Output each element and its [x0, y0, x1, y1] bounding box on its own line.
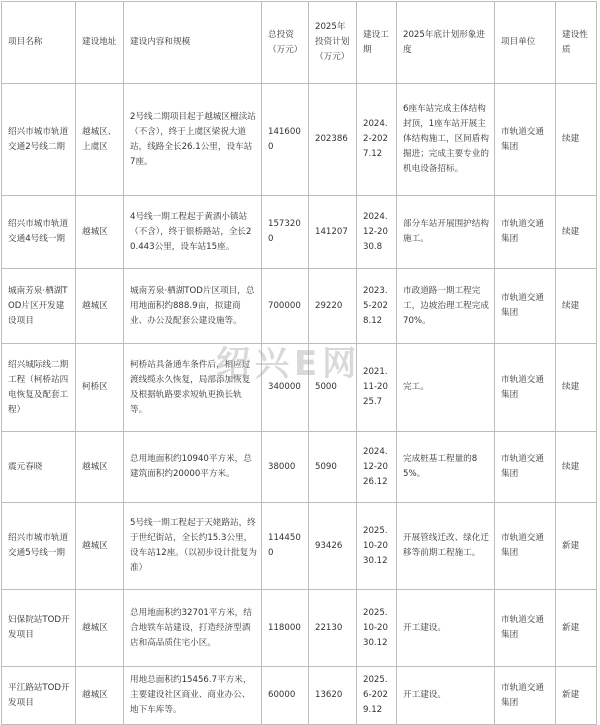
- cell-location: 越城区: [76, 503, 124, 590]
- cell-location: 柯桥区: [76, 344, 124, 432]
- cell-nature: 新建: [556, 590, 597, 667]
- header-nature: 建设性质: [556, 2, 597, 84]
- cell-content-scale: 总用地面积约32701平方米，结合地铁车站建设，打造经济型酒店和高品质住宅小区。: [124, 590, 262, 667]
- cell-total-investment: 1573200: [262, 196, 309, 269]
- cell-location: 越城区: [76, 196, 124, 269]
- cell-location: 越城区、上虞区: [76, 84, 124, 196]
- cell-period: 2025.6-2029.12: [357, 667, 397, 725]
- header-project-name: 项目名称: [2, 2, 76, 84]
- cell-period: 2024.2-2027.12: [357, 84, 397, 196]
- cell-progress: 市政道路一期工程完工，边坡治理工程完成70%。: [397, 269, 495, 344]
- cell-total-investment: 1416000: [262, 84, 309, 196]
- cell-content-scale: 4号线一期工程起于黄酒小镇站（不含），终于银桥路站，全长20.443公里，设车站15座。: [124, 196, 262, 269]
- cell-content-scale: 总用地面积约10940平方米，总建筑面积约20000平方米。: [124, 432, 262, 503]
- cell-unit: 市轨道交通集团: [495, 344, 556, 432]
- header-period: 建设工期: [357, 2, 397, 84]
- table-row: [2, 269, 597, 344]
- cell-unit: 市轨道交通集团: [495, 84, 556, 196]
- header-content-scale: 建设内容和规模: [124, 2, 262, 84]
- cell-2025-plan: 5000: [309, 344, 357, 432]
- cell-unit: 市轨道交通集团: [495, 432, 556, 503]
- cell-progress: 开工建设。: [397, 667, 495, 725]
- header-2025-plan: 2025年投资计划（万元）: [309, 2, 357, 84]
- cell-period: 2024.12-2026.12: [357, 432, 397, 503]
- cell-nature: 续建: [556, 269, 597, 344]
- cell-2025-plan: 93426: [309, 503, 357, 590]
- header-location: 建设地址: [76, 2, 124, 84]
- cell-2025-plan: 202386: [309, 84, 357, 196]
- cell-project-name: 绍兴市城市轨道交通4号线一期: [2, 196, 76, 269]
- cell-2025-plan: 29220: [309, 269, 357, 344]
- cell-progress: 开工建设。: [397, 590, 495, 667]
- cell-unit: 市轨道交通集团: [495, 667, 556, 725]
- cell-content-scale: 5号线一期工程起于天姥路站，终于世纪街站，全长约15.3公里，设车站12座。（以初步设计批复为准）: [124, 503, 262, 590]
- cell-project-name: 妇保院站TOD开发项目: [2, 590, 76, 667]
- cell-progress: 6座车站完成主体结构封顶，1座车站开展主体结构施工，区间盾构掘进；完成主要专业的机电设备招标。: [397, 84, 495, 196]
- cell-location: 越城区: [76, 269, 124, 344]
- cell-content-scale: 柯桥站具备通车条件后，相应过渡线缆永久恢复，局部添加恢复及根据轨路要求短轨更换长轨等。: [124, 344, 262, 432]
- header-unit: 项目单位: [495, 2, 556, 84]
- cell-progress: 开展管线迁改、绿化迁移等前期工程施工。: [397, 503, 495, 590]
- cell-content-scale: 2号线二期项目起于越城区檀渎站（不含），终于上虞区梁祝大道站，线路全长26.1公里，设车站7座。: [124, 84, 262, 196]
- table-row: [2, 590, 597, 667]
- cell-location: 越城区: [76, 590, 124, 667]
- cell-progress: 完成桩基工程量的85%。: [397, 432, 495, 503]
- cell-nature: 续建: [556, 432, 597, 503]
- cell-period: 2025.10-2030.12: [357, 590, 397, 667]
- cell-total-investment: 60000: [262, 667, 309, 725]
- cell-unit: 市轨道交通集团: [495, 269, 556, 344]
- cell-location: 越城区: [76, 667, 124, 725]
- cell-2025-plan: 13620: [309, 667, 357, 725]
- cell-progress: 部分车站开展围护结构施工。: [397, 196, 495, 269]
- cell-period: 2025.10-2030.12: [357, 503, 397, 590]
- table-row: [2, 667, 597, 725]
- cell-nature: 续建: [556, 196, 597, 269]
- cell-nature: 新建: [556, 667, 597, 725]
- cell-project-name: 平江路站TOD开发项目: [2, 667, 76, 725]
- cell-unit: 市轨道交通集团: [495, 590, 556, 667]
- cell-project-name: 绍兴城际线二期工程（柯桥站四电恢复及配套工程）: [2, 344, 76, 432]
- cell-2025-plan: 22130: [309, 590, 357, 667]
- cell-total-investment: 38000: [262, 432, 309, 503]
- cell-location: 越城区: [76, 432, 124, 503]
- cell-period: 2023.5-2028.12: [357, 269, 397, 344]
- cell-project-name: 绍兴市城市轨道交通5号线一期: [2, 503, 76, 590]
- cell-nature: 续建: [556, 84, 597, 196]
- cell-progress: 完工。: [397, 344, 495, 432]
- cell-content-scale: 城南芳泉·栖湖TOD片区项目，总用地面积约888.9亩，拟建商业、办公及配套公建设施等。: [124, 269, 262, 344]
- cell-total-investment: 700000: [262, 269, 309, 344]
- cell-2025-plan: 5090: [309, 432, 357, 503]
- watermark: 绍兴E网: [216, 344, 362, 384]
- header-progress: 2025年底计划形象进度: [397, 2, 495, 84]
- cell-total-investment: 340000: [262, 344, 309, 432]
- table-row: [2, 196, 597, 269]
- cell-total-investment: 118000: [262, 590, 309, 667]
- cell-content-scale: 用地总面积约15456.7平方米，主要建设社区商业、商业办公、地下车库等。: [124, 667, 262, 725]
- table-row: [2, 432, 597, 503]
- cell-unit: 市轨道交通集团: [495, 503, 556, 590]
- cell-unit: 市轨道交通集团: [495, 196, 556, 269]
- cell-period: 2021.11-2025.7: [357, 344, 397, 432]
- cell-nature: 续建: [556, 344, 597, 432]
- header-row: [2, 2, 597, 84]
- cell-period: 2024.12-2030.8: [357, 196, 397, 269]
- cell-total-investment: 1144500: [262, 503, 309, 590]
- table-row: [2, 503, 597, 590]
- cell-project-name: 震元春晓: [2, 432, 76, 503]
- cell-nature: 新建: [556, 503, 597, 590]
- table-row: [2, 84, 597, 196]
- header-total-investment: 总投资（万元）: [262, 2, 309, 84]
- cell-project-name: 城南芳泉·栖湖TOD片区开发建设项目: [2, 269, 76, 344]
- cell-project-name: 绍兴市城市轨道交通2号线二期: [2, 84, 76, 196]
- cell-2025-plan: 141207: [309, 196, 357, 269]
